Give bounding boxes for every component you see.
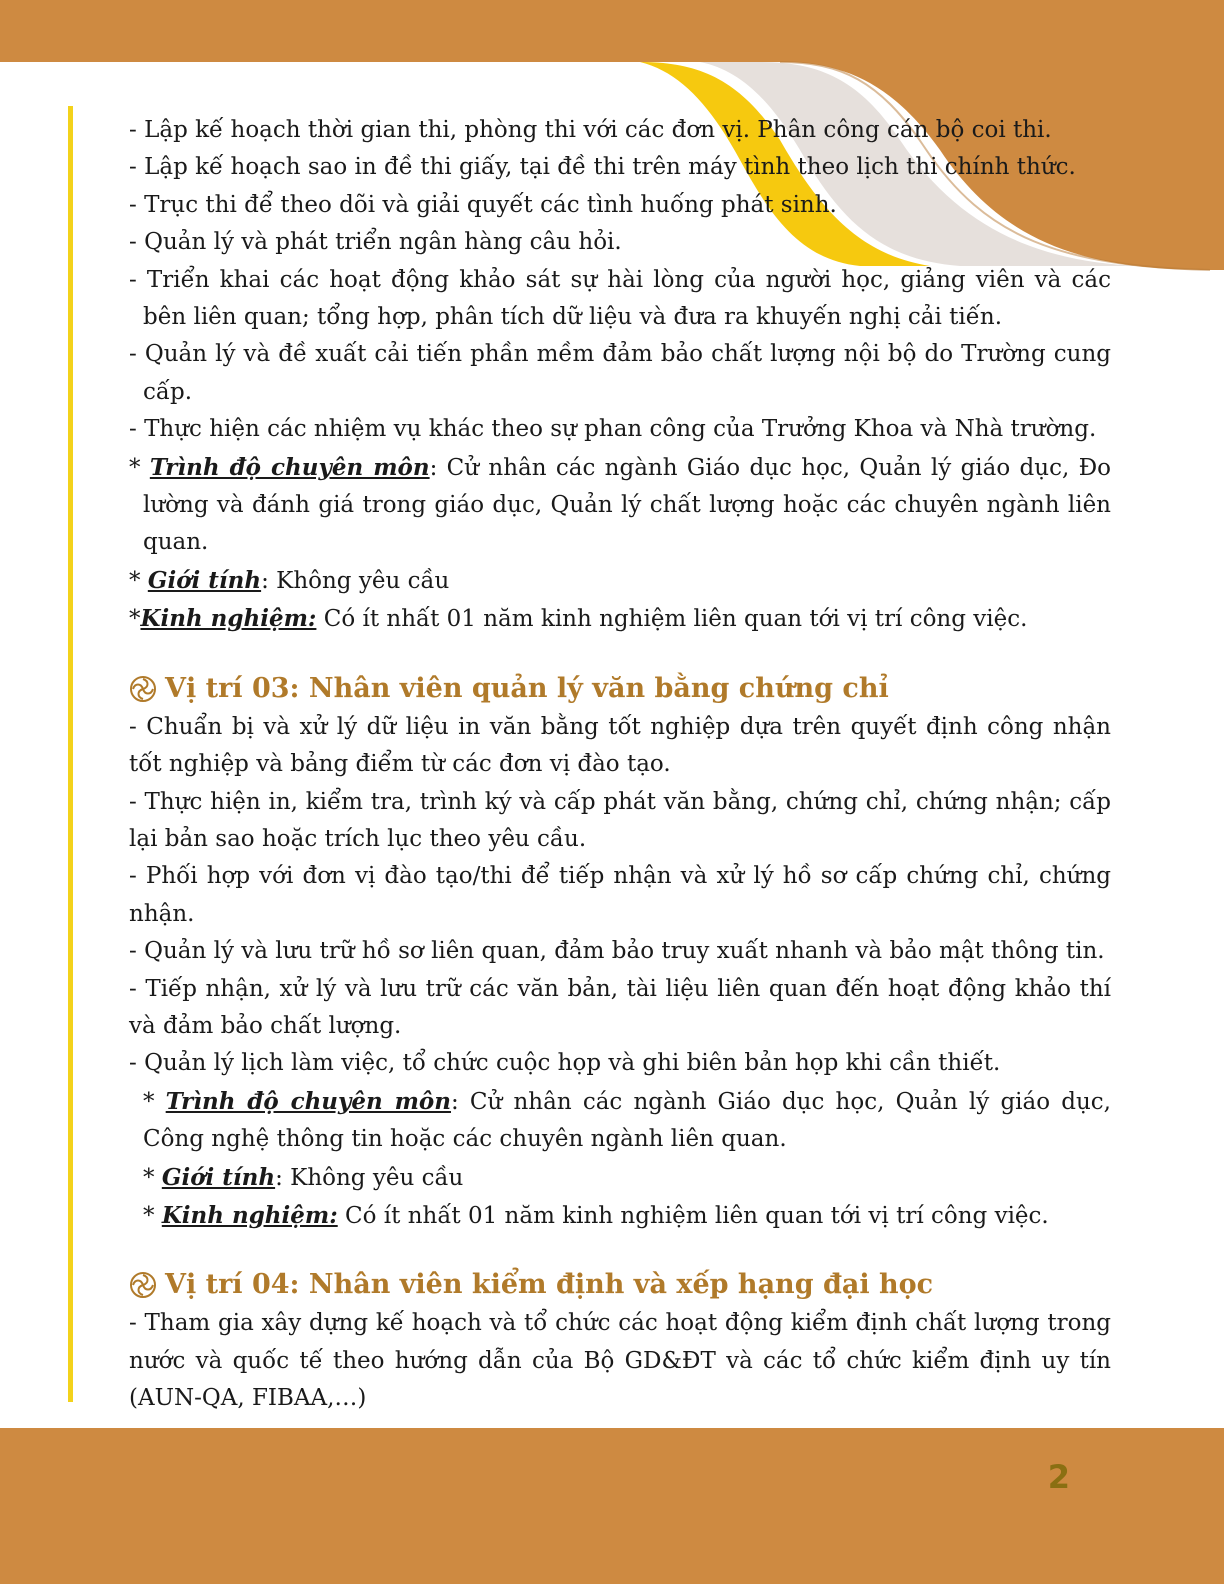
requirement-gender bbox=[129, 562, 1111, 600]
duty-line: - Thực hiện in, kiểm tra, trình ký và cấp phát văn bằng, chứng chỉ, chứng nhận; cấp lại bản sao hoặc trích lục theo yêu cầu. bbox=[129, 788, 1111, 852]
section-heading-text: Vị trí 04: Nhân viên kiểm định và xếp hạng đại học bbox=[165, 1269, 934, 1301]
gender-label: Giới tính bbox=[161, 1163, 276, 1191]
bullet-star: * bbox=[143, 1088, 155, 1115]
duty-line: - Trục thi để theo dõi và giải quyết các tình huống phát sinh. bbox=[129, 191, 837, 218]
duty-line: - Tiếp nhận, xử lý và lưu trữ các văn bản, tài liệu liên quan đến hoạt động khảo thí và đảm bảo chất lượng. bbox=[129, 975, 1111, 1039]
duty-line: - Lập kế hoạch thời gian thi, phòng thi với các đơn vị. Phân công cán bộ coi thi. bbox=[129, 117, 1052, 143]
requirement-gender bbox=[129, 1159, 1111, 1197]
gender-text: : Không yêu cầu bbox=[261, 567, 450, 594]
swirl-icon bbox=[129, 1271, 157, 1299]
bullet-star: * bbox=[129, 454, 141, 481]
bullet-star: * bbox=[143, 1164, 155, 1191]
duty-line bbox=[129, 336, 1111, 411]
bullet-star: * bbox=[129, 606, 141, 633]
experience-label: Kinh nghiệm: bbox=[161, 1201, 338, 1229]
bullet-star: * bbox=[143, 1202, 155, 1229]
duty-line: - Tham gia xây dựng kế hoạch và tổ chức các hoạt động kiểm định chất lượng trong nước và quốc tế theo hướng dẫn của Bộ GD&ĐT và các tổ chức kiểm định uy tín (AUN-QA, FIBAA,…) bbox=[129, 1310, 1111, 1412]
duty-line: - Phối hợp với đơn vị đào tạo/thi để tiếp nhận và xử lý hồ sơ cấp chứng chỉ, chứng nhận. bbox=[129, 863, 1111, 927]
qualification-label: Trình độ chuyên môn bbox=[165, 1087, 451, 1115]
requirement-experience bbox=[129, 1197, 1111, 1235]
requirement-experience bbox=[129, 600, 1111, 638]
requirement-qualification bbox=[129, 449, 1111, 562]
gender-text: : Không yêu cầu bbox=[275, 1164, 464, 1191]
duty-line: - Lập kế hoạch sao in đề thi giấy, tại đề thi trên máy tình theo lịch thi chính thức. bbox=[129, 154, 1076, 181]
duty-line: - Thực hiện các nhiệm vụ khác theo sự phan công của Trưởng Khoa và Nhà trường. bbox=[129, 416, 1097, 443]
qualification-text: : Cử nhân các ngành Giáo dục học, Quản lý giáo dục, Đo lường và đánh giá trong giáo dục, Quản lý chất lượng hoặc các chuyên ngành liên quan. bbox=[143, 454, 1111, 556]
duty-line: - Quản lý và lưu trữ hồ sơ liên quan, đảm bảo truy xuất nhanh và bảo mật thông tin. bbox=[129, 938, 1105, 965]
gender-label: Giới tính bbox=[147, 566, 262, 594]
experience-text: Có ít nhất 01 năm kinh nghiệm liên quan tới vị trí công việc. bbox=[316, 606, 1028, 633]
section-heading bbox=[129, 669, 1111, 709]
duty-text: - Quản lý và đề xuất cải tiến phần mềm đảm bảo chất lượng nội bộ do Trường cung cấp. bbox=[129, 341, 1111, 405]
duty-line: - Quản lý lịch làm việc, tổ chức cuộc họp và ghi biên bản họp khi cần thiết. bbox=[129, 1050, 1001, 1077]
experience-label: Kinh nghiệm: bbox=[140, 605, 317, 633]
page-number: 2 bbox=[1047, 1458, 1070, 1496]
swirl-icon bbox=[129, 675, 157, 703]
duty-text: - Triển khai các hoạt động khảo sát sự hài lòng của người học, giảng viên và các bên liên quan; tổng hợp, phân tích dữ liệu và đưa ra khuyến nghị cải tiến. bbox=[129, 266, 1111, 331]
section-3-duties bbox=[129, 709, 1111, 1236]
left-accent-bar bbox=[68, 106, 73, 1402]
qualification-label: Trình độ chuyên môn bbox=[149, 453, 430, 481]
section-4-duties bbox=[129, 1305, 1111, 1417]
duty-line: - Chuẩn bị và xử lý dữ liệu in văn bằng tốt nghiệp dựa trên quyết định công nhận tốt nghiệp và bảng điểm từ các đơn vị đào tạo. bbox=[129, 713, 1111, 778]
document-body bbox=[129, 112, 1111, 1418]
section-heading bbox=[129, 1265, 1111, 1305]
duty-line: - Quản lý và phát triển ngân hàng câu hỏi. bbox=[129, 229, 622, 256]
section-2-duties bbox=[129, 112, 1111, 639]
bullet-star: * bbox=[129, 567, 141, 594]
experience-text: Có ít nhất 01 năm kinh nghiệm liên quan tới vị trí công việc. bbox=[337, 1202, 1049, 1229]
requirement-qualification bbox=[129, 1083, 1111, 1159]
section-heading-text: Vị trí 03: Nhân viên quản lý văn bằng chứng chỉ bbox=[165, 672, 889, 704]
duty-line bbox=[129, 262, 1111, 337]
qualification-text: : Cử nhân các ngành Giáo dục học, Quản lý giáo dục, Công nghệ thông tin hoặc các chuyên ngành liên quan. bbox=[143, 1088, 1111, 1153]
